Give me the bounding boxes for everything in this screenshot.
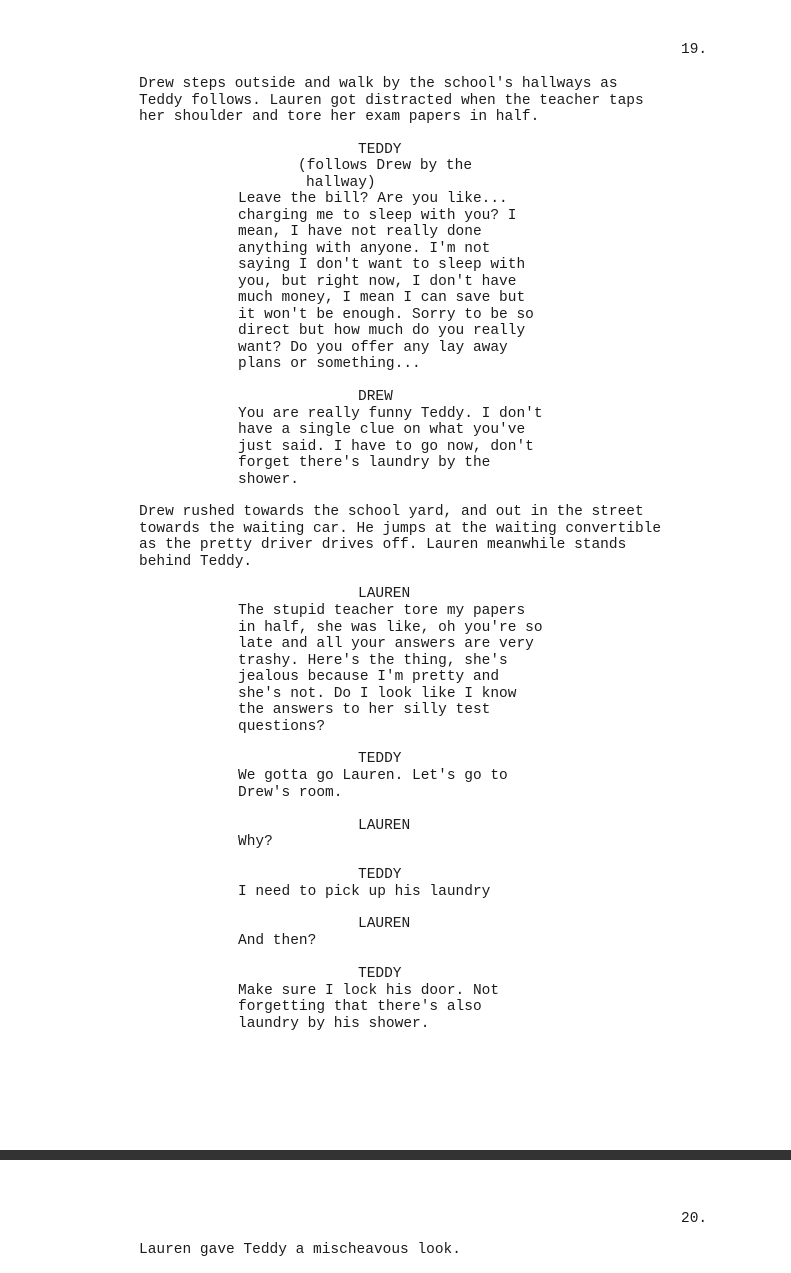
action-line: towards the waiting car. He jumps at the waiting convertible [139, 520, 662, 537]
script-page-20 [0, 1160, 791, 1273]
dialogue-line: questions? [238, 718, 326, 735]
character-name: LAUREN [358, 818, 411, 834]
action-line: Lauren gave Teddy a mischeavous look. [139, 1242, 461, 1258]
character-name: LAUREN [358, 586, 411, 602]
dialogue-line: have a single clue on what you've [238, 422, 526, 438]
dialogue-line: laundry by his shower. [238, 1015, 430, 1032]
dialogue-line: anything with anyone. I'm not [238, 240, 491, 257]
dialogue-line: charging me to sleep with you? I [238, 207, 517, 224]
action-line: Teddy follows. Lauren got distracted when the teacher taps [139, 92, 644, 109]
dialogue-line: you, but right now, I don't have [238, 273, 517, 290]
page-separator [0, 1150, 791, 1160]
dialogue-line: Make sure I lock his door. Not [238, 982, 500, 999]
dialogue-line: The stupid teacher tore my papers [238, 603, 526, 619]
character-name: TEDDY [358, 142, 402, 158]
dialogue-line: Drew's room. [238, 784, 343, 801]
dialogue-line: it won't be enough. Sorry to be so [238, 306, 534, 323]
dialogue-line: shower. [238, 471, 299, 488]
dialogue-line: late and all your answers are very [238, 636, 534, 652]
dialogue-line: she's not. Do I look like I know [238, 685, 517, 702]
dialogue-line: trashy. Here's the thing, she's [238, 652, 508, 669]
page-number: 20. [681, 1211, 708, 1227]
character-name: DREW [358, 389, 393, 405]
action-line: Drew steps outside and walk by the school's hallways as [139, 76, 618, 92]
character-name: TEDDY [358, 966, 402, 982]
dialogue-line: You are really funny Teddy. I don't [238, 405, 543, 422]
dialogue-line: much money, I mean I can save but [238, 290, 526, 306]
action-line: her shoulder and tore her exam papers in half. [139, 109, 540, 125]
dialogue-line: plans or something... [238, 356, 421, 372]
parenthetical: (follows Drew by the [298, 158, 473, 174]
dialogue-line: Leave the bill? Are you like... [238, 191, 508, 207]
dialogue-line: just said. I have to go now, don't [238, 438, 534, 455]
dialogue-line: in half, she was like, oh you're so [238, 619, 543, 636]
action-line: Drew rushed towards the school yard, and out in the street [139, 504, 644, 520]
character-name: LAUREN [358, 916, 411, 932]
character-name: TEDDY [358, 867, 402, 883]
dialogue-line: the answers to her silly test [238, 702, 491, 718]
dialogue-line: forgetting that there's also [238, 999, 482, 1015]
action-line: behind Teddy. [139, 553, 253, 570]
dialogue-line: forget there's laundry by the [238, 455, 491, 471]
dialogue-line: saying I don't want to sleep with [238, 257, 526, 273]
dialogue-line: want? Do you offer any lay away [238, 339, 508, 356]
dialogue-line: Why? [238, 834, 273, 850]
parenthetical: hallway) [306, 174, 376, 191]
action-line: as the pretty driver drives off. Lauren meanwhile stands [139, 537, 627, 553]
dialogue-line: direct but how much do you really [238, 323, 526, 339]
dialogue-line: mean, I have not really done [238, 224, 482, 240]
dialogue-line: jealous because I'm pretty and [238, 669, 500, 685]
dialogue-line: I need to pick up his laundry [238, 883, 491, 900]
page-number: 19. [681, 42, 708, 58]
dialogue-line: And then? [238, 933, 317, 949]
character-name: TEDDY [358, 751, 402, 767]
dialogue-line: We gotta go Lauren. Let's go to [238, 768, 508, 784]
